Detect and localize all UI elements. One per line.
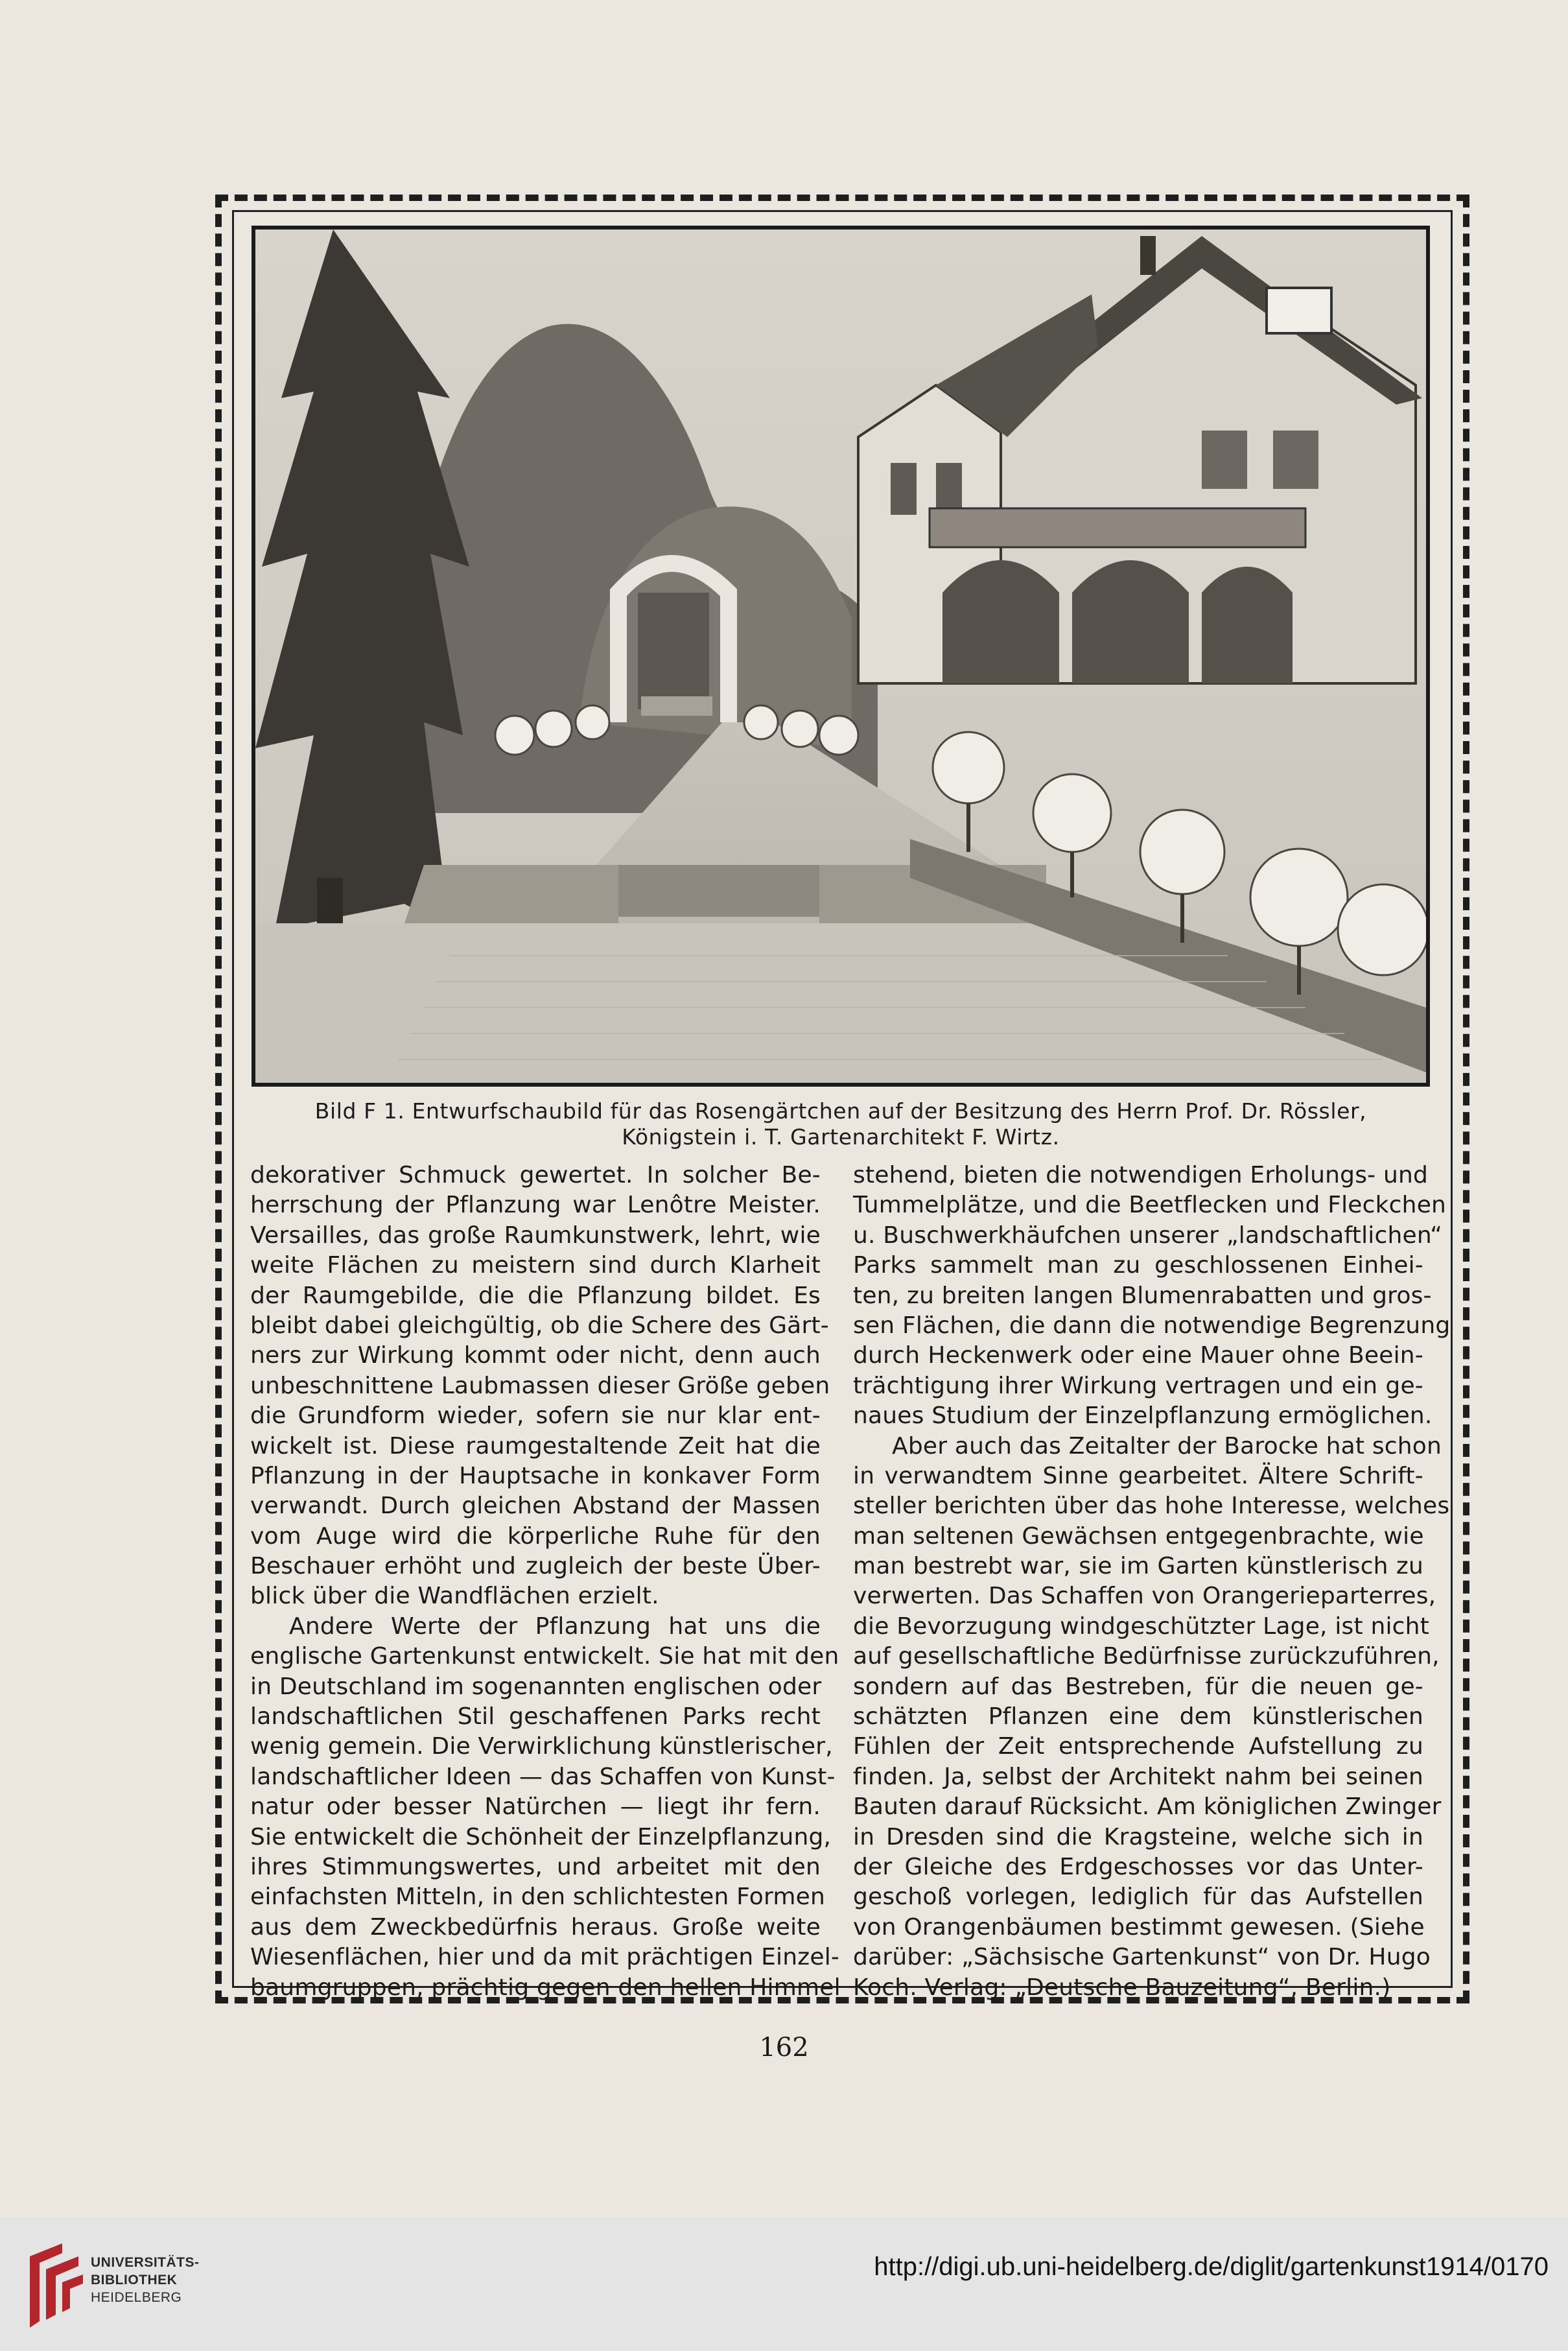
caption-line-2: Königstein i. T. Gartenarchitekt F. Wirtz. [622, 1124, 1060, 1150]
text-line: landschaftlichen Stil geschaffenen Parks recht [250, 1703, 821, 1731]
source-url[interactable]: http://digi.ub.uni-heidelberg.de/diglit/gartenkunst1914/0170 [874, 2252, 1549, 2281]
text-line: natur oder besser Natürchen — liegt ihr fern. [250, 1793, 821, 1821]
text-line: Andere Werte der Pflanzung hat uns die [289, 1613, 821, 1640]
text-line: wickelt ist. Diese raumgestaltende Zeit hat die [250, 1432, 821, 1459]
text-line: in Dresden sind die Kragsteine, welche sich in [853, 1823, 1423, 1850]
text-line: Parks sammelt man zu geschlossenen Einhei- [853, 1252, 1423, 1279]
text-line: verwandt. Durch gleichen Abstand der Massen [250, 1493, 821, 1520]
text-line: bleibt dabei gleichgültig, ob die Schere des Gärt- [250, 1312, 829, 1339]
text-line: geschoß vorlegen, lediglich für das Aufstellen [853, 1884, 1423, 1911]
text-line: englische Gartenkunst entwickelt. Sie hat mit den [250, 1643, 839, 1670]
text-line: darüber: „Sächsische Gartenkunst“ von Dr. Hugo [853, 1944, 1431, 1971]
text-line: weite Flächen zu meistern sind durch Klarheit [250, 1252, 821, 1279]
text-line: aus dem Zweckbedürfnis heraus. Große weite [250, 1913, 821, 1941]
text-line: die Grundform wieder, sofern sie nur klar ent- [250, 1402, 821, 1430]
text-line: die Bevorzugung windgeschützter Lage, ist nicht [853, 1613, 1429, 1640]
left-text-column [250, 1161, 841, 2003]
text-line: blick über die Wandflächen erzielt. [250, 1583, 659, 1610]
text-line: einfachsten Mitteln, in den schlichtesten Formen [250, 1884, 826, 1911]
text-line: in Deutschland im sogenannten englischen oder [250, 1673, 822, 1700]
text-line: Pflanzung in der Hauptsache in konkaver Form [250, 1462, 821, 1489]
page-number: 162 [759, 2033, 809, 2062]
right-text-column [853, 1161, 1451, 2003]
text-line: finden. Ja, selbst der Architekt nahm bei seinen [853, 1763, 1423, 1790]
caption-line-1: Bild F 1. Entwurfschaubild für das Rosengärtchen auf der Besitzung des Herrn Prof. Dr. Rössler, [314, 1098, 1367, 1124]
library-name-line-3: HEIDELBERG [91, 2290, 182, 2305]
text-line: der Gleiche des Erdgeschosses vor das Unter- [853, 1853, 1423, 1880]
text-line: Tummelplätze, und die Beetflecken und Fleckchen [853, 1192, 1447, 1219]
text-line: steller berichten über das hohe Interesse, welches [853, 1493, 1450, 1520]
text-line: ihres Stimmungswertes, und arbeitet mit den [250, 1853, 821, 1880]
text-line: naues Studium der Einzelpflanzung ermöglichen. [853, 1402, 1433, 1430]
text-line: man seltenen Gewächsen entgegenbrachte, wie [853, 1522, 1424, 1550]
text-line: durch Heckenwerk oder eine Mauer ohne Beein- [853, 1342, 1423, 1369]
text-line: ten, zu breiten langen Blumenrabatten und gros- [853, 1282, 1432, 1309]
text-line: Versailles, das große Raumkunstwerk, lehrt, wie [250, 1222, 821, 1249]
text-line: wenig gemein. Die Verwirklichung künstlerischer, [250, 1733, 833, 1760]
text-line: sen Flächen, die dann die notwendige Begrenzung [853, 1312, 1451, 1339]
text-line: der Raumgebilde, die die Pflanzung bildet. Es [250, 1282, 821, 1309]
text-line: unbeschnittene Laubmassen dieser Größe geben [250, 1372, 830, 1399]
text-line: Wiesenflächen, hier und da mit prächtigen Einzel- [250, 1944, 840, 1971]
library-logo-icon [23, 2243, 86, 2328]
text-line: Beschauer erhöht und zugleich der beste Über- [250, 1553, 821, 1580]
text-line: vom Auge wird die körperliche Ruhe für den [250, 1522, 821, 1550]
text-line: trächtigung ihrer Wirkung vertragen und ein ge- [853, 1372, 1423, 1399]
text-line: verwerten. Das Schaffen von Orangerieparterres, [853, 1583, 1436, 1610]
text-line: u. Buschwerkhäufchen unserer „landschaftlichen“ [853, 1222, 1443, 1249]
library-name-line-2: BIBLIOTHEK [91, 2273, 178, 2287]
text-line: Koch. Verlag: „Deutsche Bauzeitung“, Berlin.) [853, 1974, 1391, 2001]
illustration-drawing [255, 230, 1426, 1083]
text-line: Bauten darauf Rücksicht. Am königlichen Zwinger [853, 1793, 1442, 1821]
library-name-line-1: UNIVERSITÄTS- [91, 2255, 200, 2270]
text-line: auf gesellschaftliche Bedürfnisse zurückzuführen, [853, 1643, 1440, 1670]
text-line: Fühlen der Zeit entsprechende Aufstellung zu [853, 1733, 1423, 1760]
text-line: von Orangenbäumen bestimmt gewesen. (Siehe [853, 1913, 1425, 1941]
footer-bar [0, 2217, 1568, 2351]
text-line: sondern auf das Bestreben, für die neuen ge- [853, 1673, 1423, 1700]
text-line: baumgruppen, prächtig gegen den hellen Himmel [250, 1974, 841, 2001]
text-line: herrschung der Pflanzung war Lenôtre Meister. [250, 1192, 821, 1219]
text-line: man bestrebt war, sie im Garten künstlerisch zu [853, 1553, 1423, 1580]
text-line: dekorativer Schmuck gewertet. In solcher Be- [250, 1162, 821, 1188]
text-line: Aber auch das Zeitalter der Barocke hat schon [892, 1432, 1442, 1459]
garden-villa-illustration [252, 226, 1430, 1087]
figure-caption [252, 1098, 1430, 1150]
text-line: Sie entwickelt die Schönheit der Einzelpflanzung, [250, 1823, 832, 1850]
library-name [91, 2254, 200, 2306]
text-line: stehend, bieten die notwendigen Erholungs- und [853, 1162, 1429, 1188]
text-line: schätzten Pflanzen eine dem künstlerischen [853, 1703, 1423, 1731]
text-line: landschaftlicher Ideen — das Schaffen von Kunst- [250, 1763, 836, 1790]
text-line: ners zur Wirkung kommt oder nicht, denn auch [250, 1342, 821, 1369]
text-line: in verwandtem Sinne gearbeitet. Ältere Schrift- [853, 1462, 1423, 1489]
